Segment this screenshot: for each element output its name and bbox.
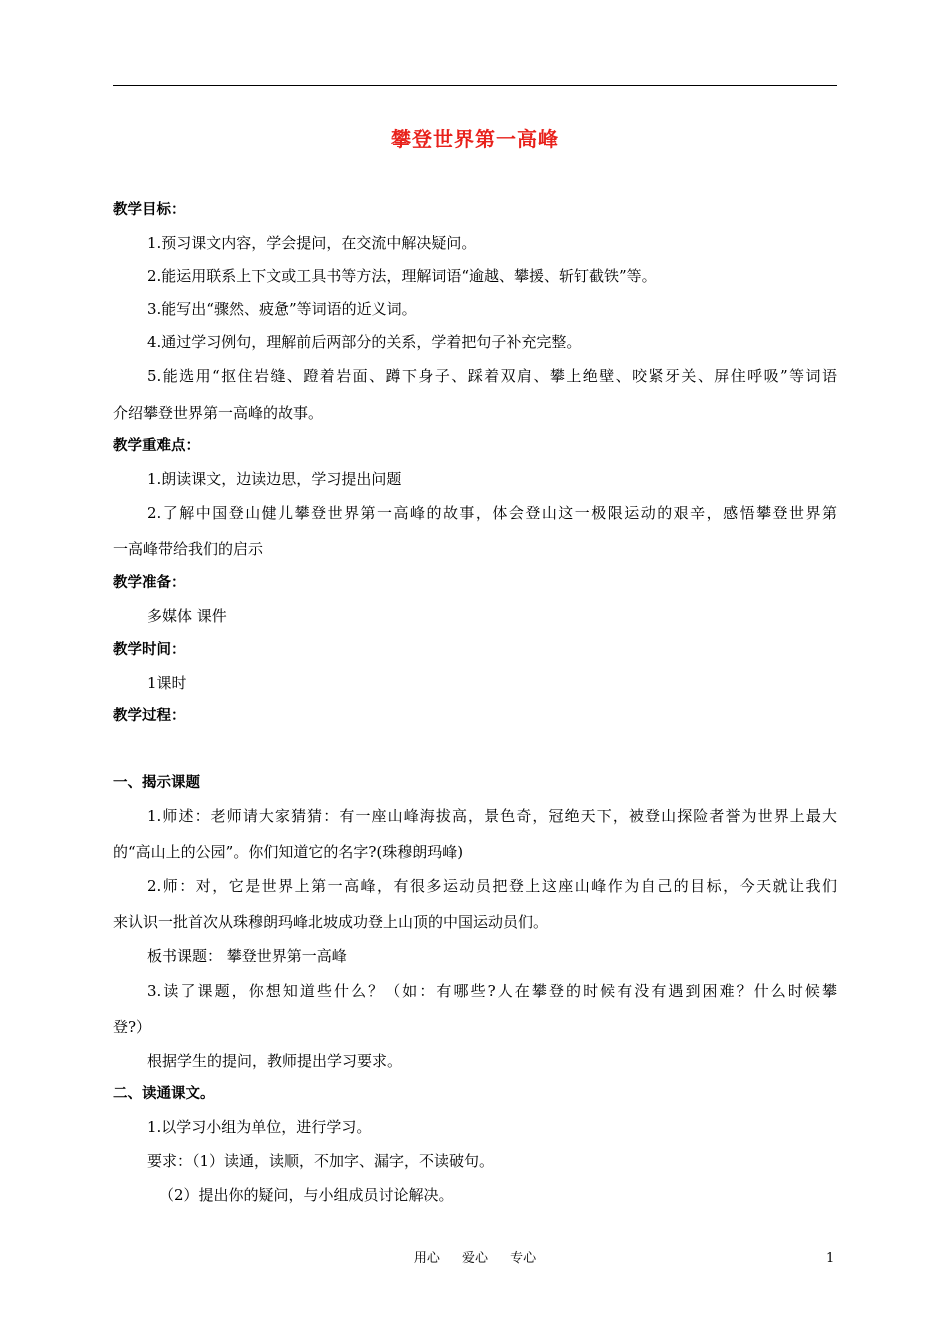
time-heading: 教学时间： [113, 642, 186, 658]
footer-word: 用心 [413, 1251, 440, 1266]
key-points-heading: 教学重难点： [113, 438, 200, 454]
part1-item-continued: 的“高山上的公园”。你们知道它的名字?(珠穆朗玛峰) [113, 843, 464, 861]
part1-item: 1.师述：老师请大家猜猜：有一座山峰海拔高，景色奇，冠绝天下，被登山探险者誉为世界上最大 [147, 807, 837, 825]
part1-item: 2.师：对，它是世界上第一高峰，有很多运动员把登上这座山峰作为自己的目标，今天就让我们 [147, 877, 837, 895]
goal-item: 2.能运用联系上下文或工具书等方法，理解词语“逾越、攀援、斩钉截铁”等。 [147, 267, 657, 285]
part1-item-continued: 来认识一批首次从珠穆朗玛峰北坡成功登上山顶的中国运动员们。 [113, 913, 549, 931]
part2-heading: 二、读通课文。 [113, 1086, 215, 1102]
preparation-heading: 教学准备： [113, 575, 186, 591]
footer-motto [0, 1250, 950, 1268]
part2-item: （2）提出你的疑问，与小组成员讨论解决。 [159, 1186, 454, 1204]
part1-item: 根据学生的提问，教师提出学习要求。 [147, 1052, 403, 1070]
header-rule [113, 85, 837, 86]
part2-item: 要求：（1）读通，读顺，不加字、漏字，不读破句。 [147, 1152, 495, 1170]
page-number: 1 [826, 1251, 835, 1266]
document-title: 攀登世界第一高峰 [391, 127, 559, 151]
key-point-item: 2.了解中国登山健儿攀登世界第一高峰的故事，体会登山这一极限运动的艰辛，感悟攀登世界第 [147, 504, 837, 522]
time-item: 1课时 [147, 674, 187, 692]
goal-item: 4.通过学习例句，理解前后两部分的关系，学着把句子补充完整。 [147, 333, 582, 351]
footer-word: 专心 [510, 1251, 537, 1266]
key-point-item-continued: 一高峰带给我们的启示 [113, 540, 264, 558]
goals-heading: 教学目标： [113, 202, 186, 218]
part1-item-continued: 登?） [113, 1018, 152, 1036]
part2-item: 1.以学习小组为单位，进行学习。 [147, 1118, 372, 1136]
part1-item: 3.读了课题，你想知道些什么？（如：有哪些?人在攀登的时候有没有遇到困难？什么时候攀 [147, 982, 837, 1000]
goal-item: 3.能写出“骤然、疲惫”等词语的近义词。 [147, 300, 417, 318]
board-title: 板书课题： 攀登世界第一高峰 [147, 947, 347, 965]
goal-item: 1.预习课文内容，学会提问，在交流中解决疑问。 [147, 234, 477, 252]
goal-item-continued: 介绍攀登世界第一高峰的故事。 [113, 404, 324, 422]
preparation-item: 多媒体 课件 [147, 607, 227, 625]
footer-word: 爱心 [461, 1251, 488, 1266]
key-point-item: 1.朗读课文，边读边思，学习提出问题 [147, 470, 402, 488]
part1-heading: 一、揭示课题 [113, 775, 200, 791]
process-heading: 教学过程： [113, 708, 186, 724]
goal-item: 5.能选用“抠住岩缝、蹬着岩面、蹲下身子、踩着双肩、攀上绝壁、咬紧牙关、屏住呼吸”等词语 [147, 367, 837, 385]
